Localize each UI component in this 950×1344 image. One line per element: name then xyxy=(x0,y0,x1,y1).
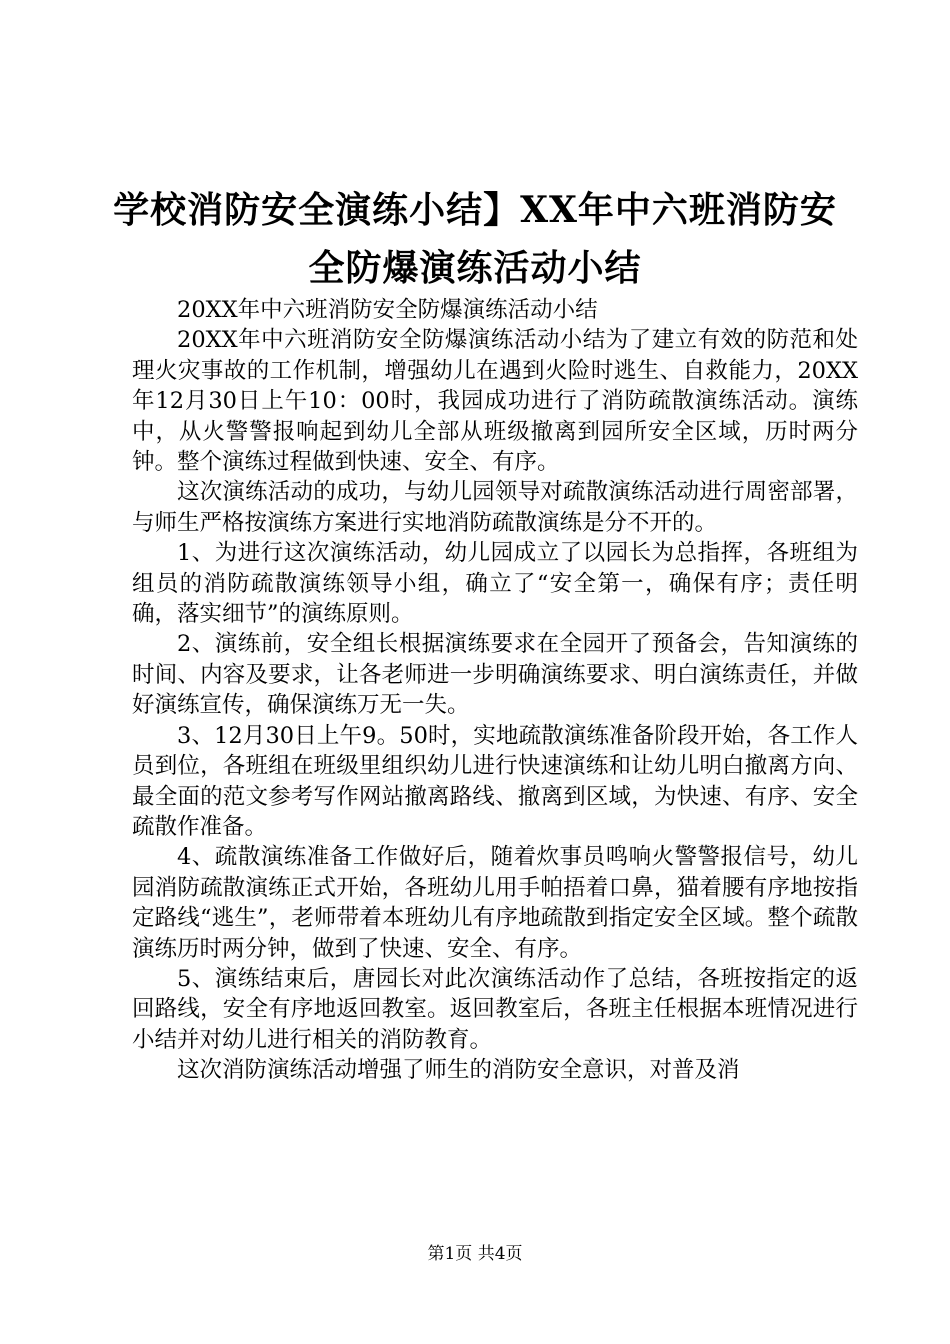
document-title-line-2: 全防爆演练活动小结 xyxy=(308,247,642,289)
page-footer: 第1页 共4页 xyxy=(427,1244,523,1264)
body-paragraph: 20XX年中六班消防安全防爆演练活动小结 xyxy=(177,297,598,323)
body-paragraph: 4、疏散演练准备工作做好后，随着炊事员鸣响火警警报信号，幼儿园消防疏散演练正式开始，各班幼儿用手帕捂着口鼻，猫着腰有序地按指定路线“逃生”，老师带着本班幼儿有序地疏散到指定安全区域。整个疏散演练历时两分钟，做到了快速、安全、有序。 xyxy=(132,844,858,962)
body-paragraph: 5、演练结束后，唐园长对此次演练活动作了总结，各班按指定的返回路线，安全有序地返回教室。返回教室后，各班主任根据本班情况进行小结并对幼儿进行相关的消防教育。 xyxy=(132,965,858,1053)
document-title-line-1: 学校消防安全演练小结】XX年中六班消防安 xyxy=(113,189,837,231)
body-paragraph: 3、12月30日上午9。50时，实地疏散演练准备阶段开始，各工作人员到位，各班组在班级里组织幼儿进行快速演练和让幼儿明白撤离方向、最全面的范文参考写作网站撤离路线、撤离到区域，为快速、有序、安全疏散作准备。 xyxy=(132,722,858,840)
body-paragraph: 20XX年中六班消防安全防爆演练活动小结为了建立有效的防范和处理火灾事故的工作机制，增强幼儿在遇到火险时逃生、自救能力，20XX年12月30日上午10：00时，我园成功进行了消防疏散演练活动。演练中，从火警警报响起到幼儿全部从班级撤离到园所安全区域，历时两分钟。整个演练过程做到快速、安全、有序。 xyxy=(132,327,858,476)
body-paragraph: 这次消防演练活动增强了师生的消防安全意识，对普及消 xyxy=(177,1057,740,1084)
document-body xyxy=(132,295,858,1086)
body-paragraph: 2、演练前，安全组长根据演练要求在全园开了预备会，告知演练的时间、内容及要求，让各老师进一步明确演练要求、明白演练责任，并做好演练宣传，确保演练万无一失。 xyxy=(132,631,858,719)
body-paragraph: 这次演练活动的成功，与幼儿园领导对疏散演练活动进行周密部署，与师生严格按演练方案进行实地消防疏散演练是分不开的。 xyxy=(132,479,858,536)
body-paragraph: 1、为进行这次演练活动，幼儿园成立了以园长为总指挥，各班组为组员的消防疏散演练领导小组，确立了“安全第一，确保有序；责任明确，落实细节”的演练原则。 xyxy=(132,540,858,628)
